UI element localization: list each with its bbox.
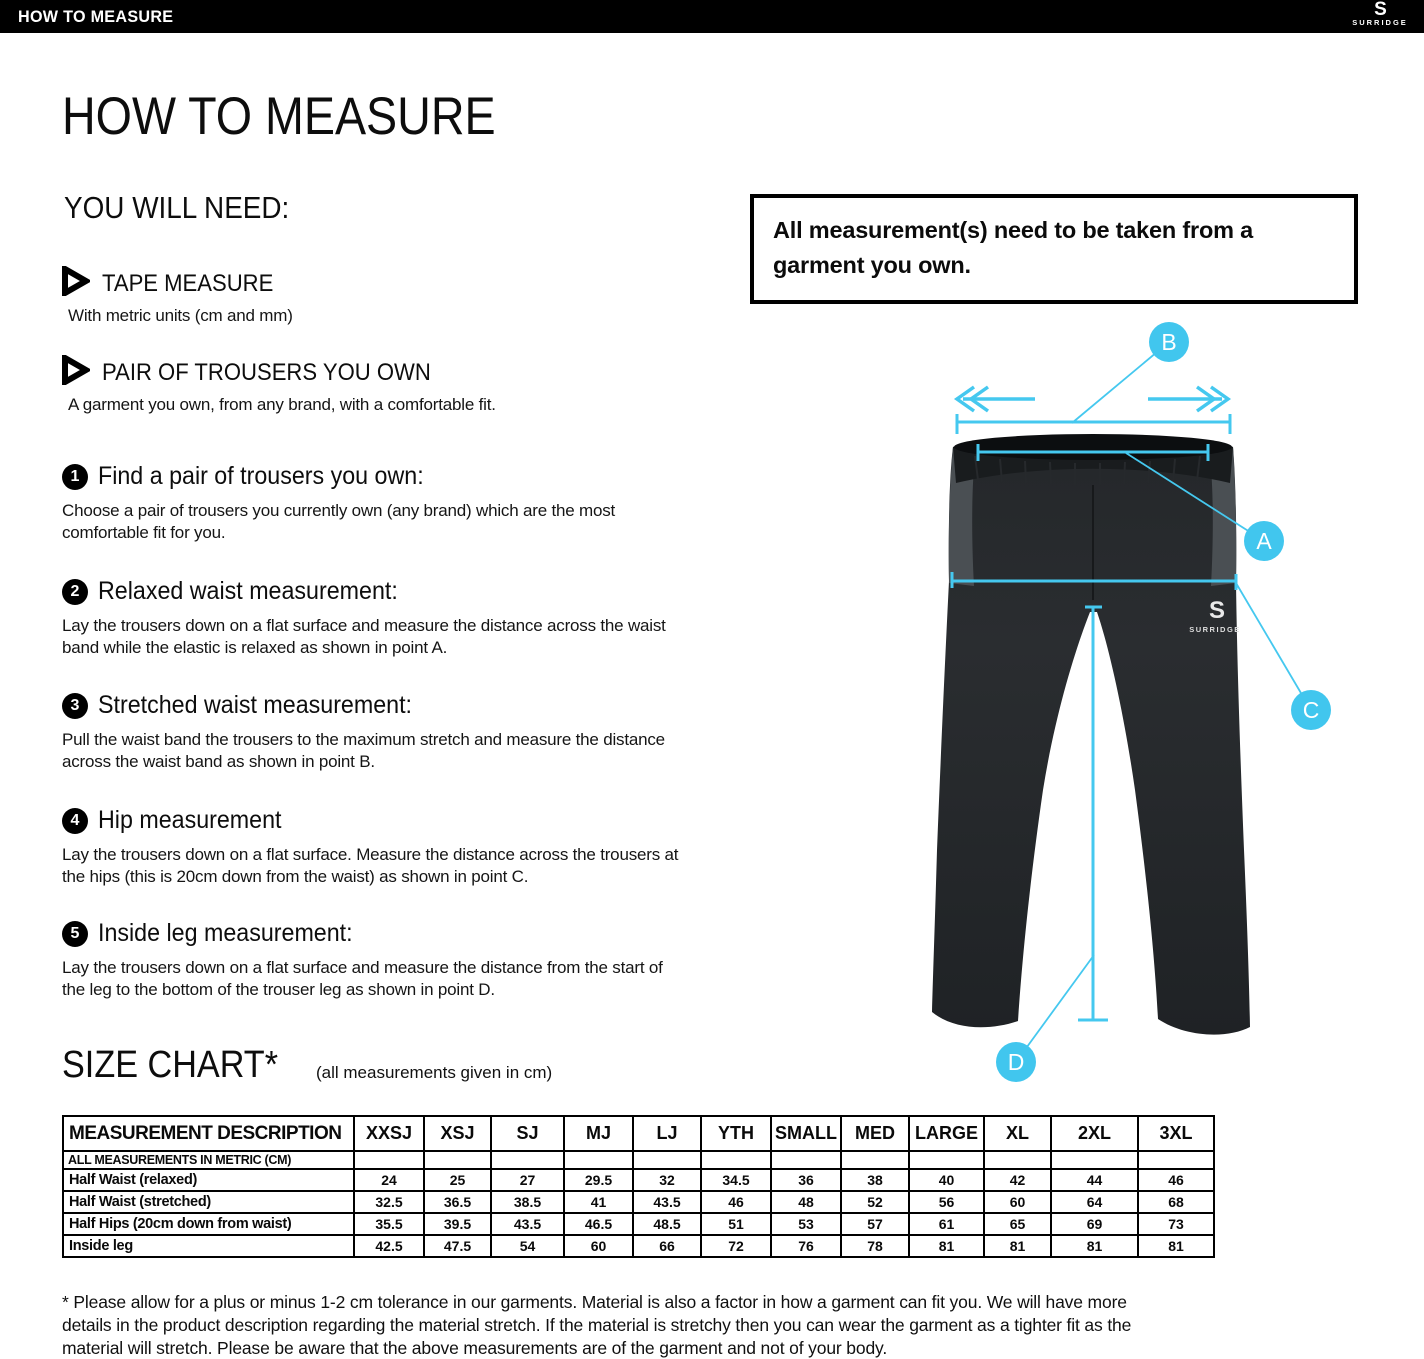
cell: 29.5 <box>564 1169 633 1191</box>
cell: 73 <box>1138 1213 1214 1235</box>
cell: 46.5 <box>564 1213 633 1235</box>
need-item-trousers <box>62 355 496 415</box>
empty-cell <box>1051 1151 1138 1169</box>
step-number-badge: 4 <box>62 808 88 834</box>
cell: 53 <box>771 1213 841 1235</box>
cell: 34.5 <box>701 1169 771 1191</box>
step-number-badge: 2 <box>62 579 88 605</box>
metric-note-row <box>63 1151 1214 1169</box>
column-header: LJ <box>633 1116 701 1151</box>
empty-cell <box>354 1151 424 1169</box>
step-title: Hip measurement <box>98 806 282 834</box>
cell: 72 <box>701 1235 771 1257</box>
column-header: 2XL <box>1051 1116 1138 1151</box>
play-triangle-icon <box>62 266 90 301</box>
cell: 32.5 <box>354 1191 424 1213</box>
surridge-wordmark: SURRIDGE <box>1352 18 1408 27</box>
cell: 52 <box>841 1191 909 1213</box>
table-row <box>63 1191 1214 1213</box>
cell: 81 <box>1051 1235 1138 1257</box>
empty-cell <box>1138 1151 1214 1169</box>
row-label: Half Waist (relaxed) <box>63 1169 354 1191</box>
step-number-badge: 3 <box>62 693 88 719</box>
column-header: 3XL <box>1138 1116 1214 1151</box>
cell: 27 <box>491 1169 564 1191</box>
cell: 24 <box>354 1169 424 1191</box>
column-header: XSJ <box>424 1116 491 1151</box>
cell: 36.5 <box>424 1191 491 1213</box>
cell: 51 <box>701 1213 771 1235</box>
cell: 46 <box>1138 1169 1214 1191</box>
play-triangle-icon <box>62 355 90 390</box>
column-header: SJ <box>491 1116 564 1151</box>
trousers-measurement-figure <box>930 318 1350 1090</box>
label-b: B <box>1161 329 1177 355</box>
trousers-silhouette <box>932 435 1250 1035</box>
cell: 65 <box>984 1213 1051 1235</box>
empty-cell <box>984 1151 1051 1169</box>
step-body: Lay the trousers down on a flat surface and measure the distance from the start of the leg to the bottom of the trouser leg as shown in point D. <box>62 958 663 999</box>
cell: 35.5 <box>354 1213 424 1235</box>
measurement-note-text: All measurement(s) need to be taken from a garment you own. <box>773 217 1254 278</box>
step-number-badge: 5 <box>62 921 88 947</box>
step-body: Pull the waist band the trousers to the maximum stretch and measure the distance across the waist band as shown in point B. <box>62 730 665 771</box>
empty-cell <box>491 1151 564 1169</box>
column-header: MED <box>841 1116 909 1151</box>
step-body: Choose a pair of trousers you currently own (any brand) which are the most comfortable fit for you. <box>62 501 616 542</box>
cell: 41 <box>564 1191 633 1213</box>
stretched-waist-line <box>957 414 1230 434</box>
cell: 39.5 <box>424 1213 491 1235</box>
cell: 81 <box>984 1235 1051 1257</box>
need-item-label: PAIR OF TROUSERS YOU OWN <box>102 358 431 386</box>
cell: 54 <box>491 1235 564 1257</box>
top-bar-title: HOW TO MEASURE <box>18 7 174 26</box>
cell: 48.5 <box>633 1213 701 1235</box>
step-2 <box>62 577 702 659</box>
need-item-desc: With metric units (cm and mm) <box>68 306 293 325</box>
column-header: XXSJ <box>354 1116 424 1151</box>
cell: 32 <box>633 1169 701 1191</box>
step-title: Inside leg measurement: <box>98 919 353 947</box>
label-c: C <box>1302 697 1320 723</box>
tolerance-footnote: * Please allow for a plus or minus 1-2 cm tolerance in our garments. Material is also a factor in how a garment can fit you. We will have more details in the product description regarding the material stretch. If the material is stretchy then you can wear the garment as a tighter fit as the material will stretch. Please be aware that the above measurements are of the garment and not of your body. <box>62 1292 1132 1358</box>
cell: 25 <box>424 1169 491 1191</box>
stretch-arrow-right-icon <box>1148 387 1228 411</box>
step-4 <box>62 806 702 888</box>
table-row <box>63 1169 1214 1191</box>
waist-opening <box>954 434 1232 460</box>
cell: 56 <box>909 1191 984 1213</box>
cell: 78 <box>841 1235 909 1257</box>
surridge-s-icon: S <box>1374 0 1386 20</box>
cell: 42.5 <box>354 1235 424 1257</box>
row-label: Half Waist (stretched) <box>63 1191 354 1213</box>
column-header: MEASUREMENT DESCRIPTION <box>63 1116 354 1151</box>
cell: 57 <box>841 1213 909 1235</box>
metric-note-cell: ALL MEASUREMENTS IN METRIC (CM) <box>63 1151 354 1169</box>
inside-leg-line <box>1078 607 1108 1020</box>
table-row <box>63 1213 1214 1235</box>
cell: 47.5 <box>424 1235 491 1257</box>
column-header: YTH <box>701 1116 771 1151</box>
column-header: LARGE <box>909 1116 984 1151</box>
stretch-arrow-left-icon <box>957 387 1035 411</box>
step-1 <box>62 462 702 544</box>
row-label: Inside leg <box>63 1235 354 1257</box>
empty-cell <box>841 1151 909 1169</box>
need-item-desc: A garment you own, from any brand, with a comfortable fit. <box>68 395 496 414</box>
step-body: Lay the trousers down on a flat surface and measure the distance across the waist band while the elastic is relaxed as shown in point A. <box>62 616 666 657</box>
cell: 44 <box>1051 1169 1138 1191</box>
empty-cell <box>633 1151 701 1169</box>
cell: 38.5 <box>491 1191 564 1213</box>
cell: 38 <box>841 1169 909 1191</box>
empty-cell <box>909 1151 984 1169</box>
empty-cell <box>424 1151 491 1169</box>
page-title: HOW TO MEASURE <box>62 87 496 146</box>
column-header: XL <box>984 1116 1051 1151</box>
you-will-need-heading: YOU WILL NEED: <box>64 190 290 225</box>
cell: 68 <box>1138 1191 1214 1213</box>
top-bar <box>0 0 1424 33</box>
table-header-row <box>63 1116 1214 1151</box>
step-title: Find a pair of trousers you own: <box>98 462 424 490</box>
cell: 76 <box>771 1235 841 1257</box>
step-title: Relaxed waist measurement: <box>98 577 398 605</box>
cell: 40 <box>909 1169 984 1191</box>
empty-cell <box>701 1151 771 1169</box>
empty-cell <box>771 1151 841 1169</box>
cell: 43.5 <box>633 1191 701 1213</box>
cell: 66 <box>633 1235 701 1257</box>
cell: 81 <box>909 1235 984 1257</box>
column-header: MJ <box>564 1116 633 1151</box>
surridge-logo <box>1342 1 1418 27</box>
label-d: D <box>1007 1049 1025 1075</box>
empty-cell <box>564 1151 633 1169</box>
cell: 64 <box>1051 1191 1138 1213</box>
step-title: Stretched waist measurement: <box>98 691 413 719</box>
step-body: Lay the trousers down on a flat surface. Measure the distance across the trousers at the hips (this is 20cm down from the waist) as shown in point C. <box>62 845 679 886</box>
size-chart-heading: SIZE CHART* <box>62 1044 279 1086</box>
need-item-label: TAPE MEASURE <box>102 269 274 297</box>
size-chart-table <box>62 1115 1215 1258</box>
step-3 <box>62 691 702 773</box>
cell: 42 <box>984 1169 1051 1191</box>
label-a: A <box>1256 528 1272 554</box>
column-header: SMALL <box>771 1116 841 1151</box>
garment-logo-wordmark: SURRIDGE <box>1189 625 1241 634</box>
table-row <box>63 1235 1214 1257</box>
need-item-tape-measure <box>62 266 293 326</box>
cell: 48 <box>771 1191 841 1213</box>
step-5 <box>62 919 702 1001</box>
cell: 60 <box>984 1191 1051 1213</box>
size-chart-subheading: (all measurements given in cm) <box>316 1063 553 1082</box>
garment-logo-s-icon: S <box>1208 597 1226 624</box>
measurement-note-box <box>750 194 1358 304</box>
cell: 36 <box>771 1169 841 1191</box>
step-number-badge: 1 <box>62 464 88 490</box>
cell: 81 <box>1138 1235 1214 1257</box>
row-label: Half Hips (20cm down from waist) <box>63 1213 354 1235</box>
cell: 46 <box>701 1191 771 1213</box>
cell: 60 <box>564 1235 633 1257</box>
cell: 61 <box>909 1213 984 1235</box>
cell: 69 <box>1051 1213 1138 1235</box>
cell: 43.5 <box>491 1213 564 1235</box>
